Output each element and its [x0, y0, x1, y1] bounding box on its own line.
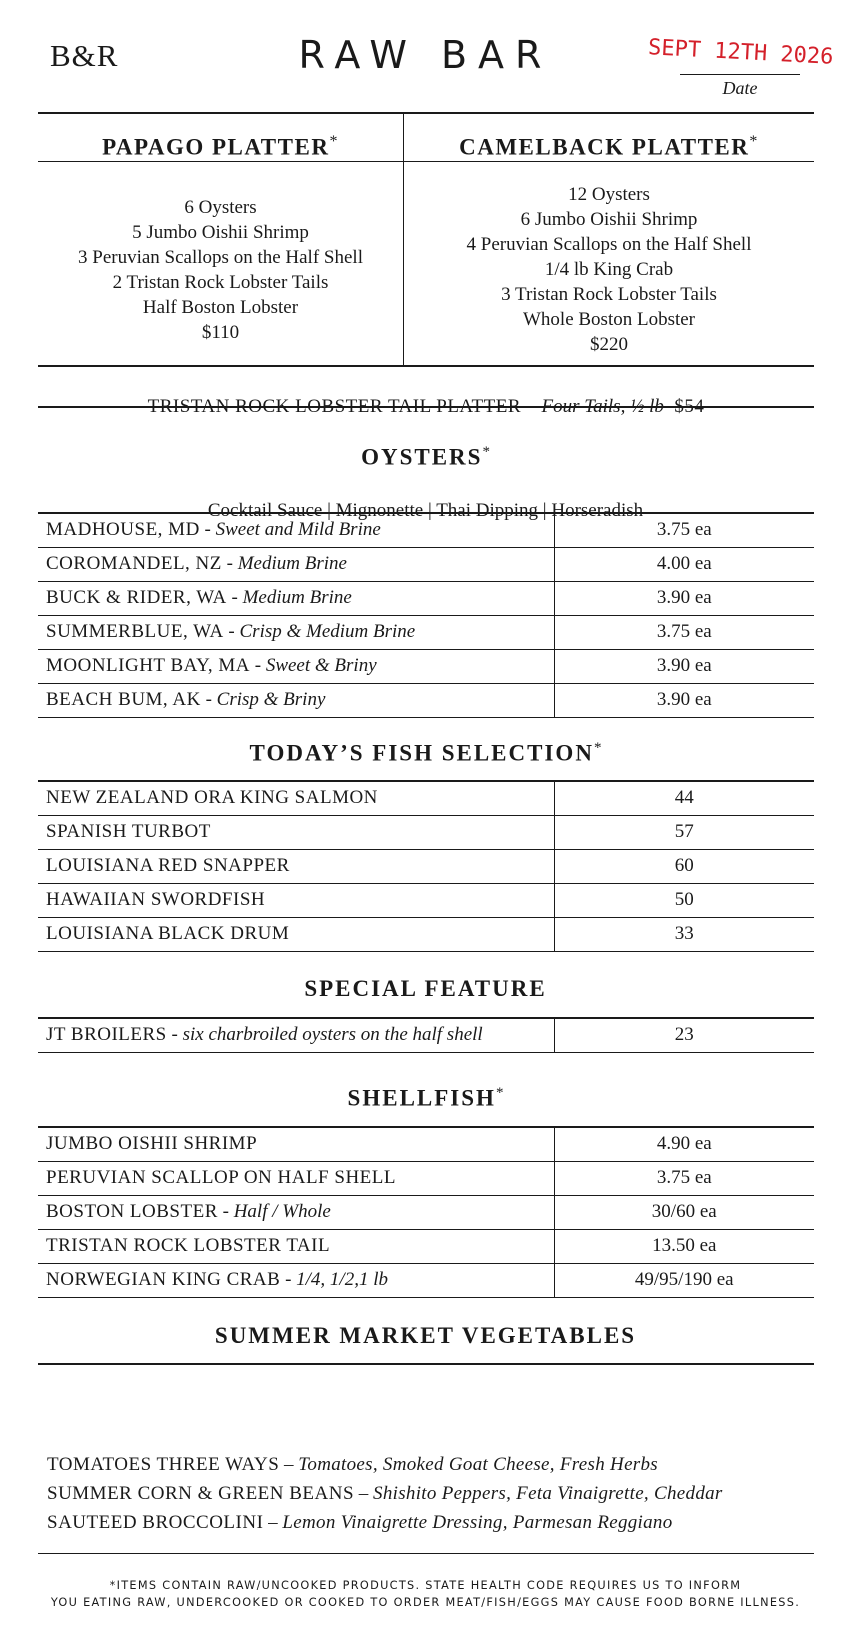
item-description: Sweet and Mild Brine	[215, 519, 381, 541]
divider	[38, 365, 814, 367]
table-row	[38, 1229, 814, 1263]
item-price: 30/60 ea	[554, 1195, 814, 1229]
item-description: Sweet & Briny	[265, 655, 377, 676]
divider	[38, 406, 814, 408]
item-name: COROMANDEL, NZ	[46, 553, 222, 574]
table-row	[38, 781, 814, 815]
item-price: 13.50 ea	[554, 1229, 814, 1263]
item-price: 3.90 ea	[554, 581, 814, 615]
table-row	[38, 547, 814, 581]
item-name: PERUVIAN SCALLOP ON HALF SHELL	[46, 1167, 396, 1188]
item-price: 57	[554, 815, 814, 849]
list-item: 5 Jumbo Oishii Shrimp	[132, 222, 309, 243]
item-name: BOSTON LOBSTER	[46, 1201, 218, 1222]
item-price: 3.75 ea	[554, 513, 814, 547]
item-name: MOONLIGHT BAY, MA	[46, 655, 250, 676]
item-name: TRISTAN ROCK LOBSTER TAIL PLATTER	[147, 396, 522, 417]
item-price: 3.90 ea	[554, 683, 814, 717]
shellfish-section-title: SHELLFISH*	[347, 1085, 504, 1111]
item-name: JUMBO OISHII SHRIMP	[46, 1133, 258, 1155]
fish-section-title: TODAY’S FISH SELECTION*	[249, 740, 602, 766]
table-row	[38, 1195, 814, 1229]
item-description: Crisp & Briny	[216, 689, 326, 710]
item-price: 3.75 ea	[554, 615, 814, 649]
item-name: LOUISIANA BLACK DRUM	[46, 923, 290, 944]
platter-price: $220	[590, 334, 628, 355]
table-row	[38, 513, 814, 547]
item-price: 23	[554, 1018, 814, 1052]
list-item: 3 Tristan Rock Lobster Tails	[501, 284, 717, 305]
item-description: Crisp & Medium Brine	[239, 621, 416, 642]
item-name: NEW ZEALAND ORA KING SALMON	[46, 787, 378, 809]
item-separator: –	[358, 1483, 369, 1504]
item-separator: -	[231, 587, 238, 608]
table-row	[38, 649, 814, 683]
item-name: SAUTEED BROCCOLINI	[47, 1512, 264, 1533]
disclaimer-line: *ITEMS CONTAIN RAW/UNCOOKED PRODUCTS. STATE HEALTH CODE REQUIRES US TO INFORM	[109, 1579, 742, 1592]
vegetables-section-title: SUMMER MARKET VEGETABLES	[214, 1323, 637, 1348]
restaurant-logo: B&R	[50, 38, 119, 73]
item-name: MADHOUSE, MD	[46, 519, 200, 541]
item-price: 3.90 ea	[554, 649, 814, 683]
item-separator: -	[204, 519, 211, 541]
item-description: Four Tails, ½ lb	[541, 396, 664, 417]
item-name: HAWAIIAN SWORDFISH	[46, 889, 266, 910]
item-separator: -	[205, 689, 212, 710]
platter-price: $110	[201, 322, 240, 343]
item-description: six charbroiled oysters on the half shell	[182, 1024, 483, 1046]
fish-table	[38, 780, 814, 952]
oysters-table	[38, 512, 814, 718]
menu-header	[0, 0, 851, 118]
item-description: Half / Whole	[233, 1201, 331, 1222]
item-price: 4.90 ea	[554, 1127, 814, 1161]
list-item: Whole Boston Lobster	[522, 309, 696, 330]
item-separator: -	[222, 1201, 229, 1222]
item-price: 3.75 ea	[554, 1161, 814, 1195]
list-item	[47, 1479, 723, 1508]
item-name: LOUISIANA RED SNAPPER	[46, 855, 290, 876]
item-name: TOMATOES THREE WAYS	[47, 1454, 280, 1475]
page-title: RAW BAR	[298, 33, 553, 77]
item-price: 33	[554, 917, 814, 951]
item-price: 44	[554, 781, 814, 815]
camelback-platter-items	[404, 182, 814, 357]
item-separator: -	[285, 1269, 292, 1290]
item-separator: -	[228, 621, 235, 642]
special-table	[38, 1017, 814, 1053]
item-name: SUMMERBLUE, WA	[46, 621, 224, 642]
divider	[38, 1553, 814, 1554]
item-description: Medium Brine	[242, 587, 352, 608]
item-name: BUCK & RIDER, WA	[46, 587, 227, 608]
list-item: 6 Oysters	[184, 197, 257, 218]
health-disclaimer	[0, 1577, 851, 1611]
item-price: 50	[554, 883, 814, 917]
item-price: 60	[554, 849, 814, 883]
table-row	[38, 1018, 814, 1052]
table-row	[38, 849, 814, 883]
oysters-section-title: OYSTERS*	[361, 444, 490, 470]
list-item: 4 Peruvian Scallops on the Half Shell	[466, 234, 752, 255]
divider	[38, 112, 814, 114]
item-description: Medium Brine	[237, 553, 347, 574]
item-price: 49/95/190 ea	[554, 1263, 814, 1297]
item-separator: –	[268, 1512, 278, 1533]
special-section-title: SPECIAL FEATURE	[304, 976, 547, 1001]
item-description: Shishito Peppers, Feta Vinaigrette, Cheddar	[373, 1483, 723, 1504]
papago-platter-items	[38, 195, 403, 345]
papago-platter-title: PAPAGO PLATTER*	[102, 133, 339, 160]
item-separator: –	[526, 396, 537, 417]
date-stamp: SEPT 12TH 2026	[647, 35, 834, 70]
item-separator: -	[226, 553, 233, 574]
item-name: TRISTAN ROCK LOBSTER TAIL	[46, 1235, 331, 1256]
table-row	[38, 815, 814, 849]
camelback-platter-title: CAMELBACK PLATTER*	[459, 133, 759, 160]
list-item: 3 Peruvian Scallops on the Half Shell	[78, 247, 363, 268]
item-price: $54	[674, 396, 705, 417]
item-name: NORWEGIAN KING CRAB	[46, 1269, 281, 1290]
divider	[38, 1363, 814, 1365]
date-underline	[680, 74, 800, 75]
item-separator: -	[171, 1024, 178, 1046]
item-price: 4.00 ea	[554, 547, 814, 581]
list-item	[47, 1450, 723, 1479]
list-item: 12 Oysters	[568, 184, 650, 205]
date-label: Date	[722, 78, 758, 98]
list-item: 6 Jumbo Oishii Shrimp	[520, 209, 698, 230]
table-row	[38, 581, 814, 615]
item-name: BEACH BUM, AK	[46, 689, 201, 710]
divider	[38, 161, 814, 162]
list-item	[47, 1508, 723, 1537]
item-separator: –	[284, 1454, 294, 1475]
oyster-sauces: Cocktail Sauce | Mignonette | Thai Dipping | Horseradish	[207, 500, 644, 521]
shellfish-table	[38, 1126, 814, 1298]
table-row	[38, 1263, 814, 1297]
table-row	[38, 1161, 814, 1195]
item-description: Tomatoes, Smoked Goat Cheese, Fresh Herbs	[298, 1454, 658, 1475]
table-row	[38, 917, 814, 951]
item-name: SUMMER CORN & GREEN BEANS	[47, 1483, 355, 1504]
table-row	[38, 683, 814, 717]
item-name: JT BROILERS	[46, 1024, 167, 1046]
table-row	[38, 615, 814, 649]
list-item: 1/4 lb King Crab	[544, 259, 674, 280]
item-description: Lemon Vinaigrette Dressing, Parmesan Reggiano	[282, 1512, 673, 1533]
disclaimer-line: YOU EATING RAW, UNDERCOOKED OR COOKED TO ORDER MEAT/FISH/EGGS MAY CAUSE FOOD BORNE ILLNESS.	[50, 1596, 801, 1609]
list-item: Half Boston Lobster	[142, 297, 299, 318]
table-row	[38, 883, 814, 917]
item-name: SPANISH TURBOT	[46, 821, 211, 842]
table-row	[38, 1127, 814, 1161]
item-separator: -	[254, 655, 262, 676]
item-description: 1/4, 1/2,1 lb	[296, 1269, 388, 1290]
list-item: 2 Tristan Rock Lobster Tails	[112, 272, 329, 293]
vegetables-list	[47, 1450, 723, 1537]
